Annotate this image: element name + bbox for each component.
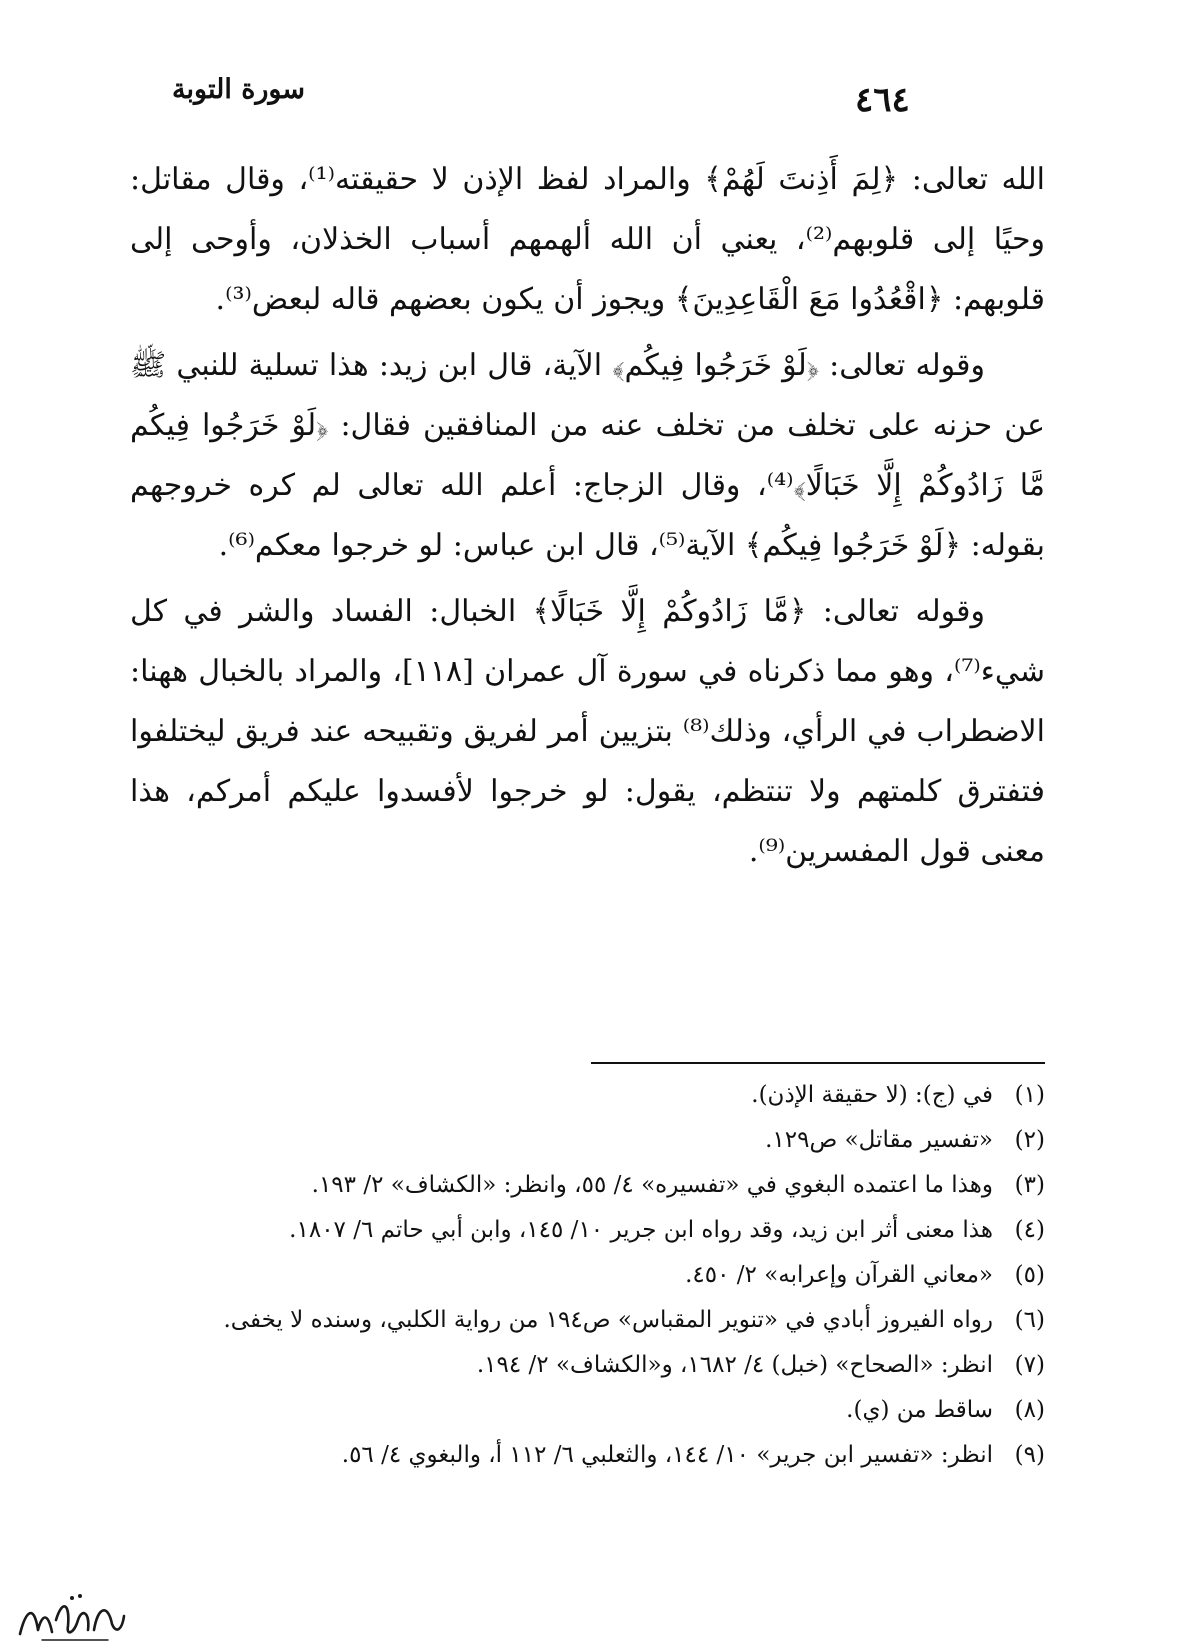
footnote-text: «تفسير مقاتل» ص١٢٩. (765, 1127, 993, 1153)
footnote-item (130, 1391, 1045, 1429)
calligraphy-logo-icon (12, 1590, 132, 1646)
footnote-number: (١) (1014, 1082, 1045, 1108)
footnote-item (130, 1121, 1045, 1159)
surah-title: سورة التوبة (172, 74, 305, 105)
footnote-number: (٥) (1014, 1262, 1045, 1288)
footnote-number: (٧) (1014, 1352, 1045, 1378)
footnote-text: في (ج): (لا حقيقة الإذن). (751, 1082, 993, 1108)
footnote-item (130, 1301, 1045, 1339)
footnote-number: (٩) (1014, 1442, 1045, 1468)
footnote-text: انظر: «الصحاح» (خبل) ٤/ ١٦٨٢، و«الكشاف» ٢/ ١٩٤. (476, 1352, 993, 1378)
footnote-divider (591, 1062, 1045, 1064)
footnote-text: انظر: «تفسير ابن جرير» ١٠/ ١٤٤، والثعلبي ٦/ ١١٢ أ، والبغوي ٤/ ٥٦. (341, 1442, 993, 1468)
footnote-number: (٤) (1014, 1217, 1045, 1243)
footnote-text: ساقط من (ي). (846, 1397, 993, 1423)
main-text (130, 150, 1045, 882)
paragraph-2: وقوله تعالى: ﴿لَوْ خَرَجُوا فِيكُم﴾ الآية، قال ابن زيد: هذا تسلية للنبي ﷺ عن حزنه على تخلف من تخلف عنه من المنافقين فقال: ﴿لَوْ خَرَجُوا فِيكُم مَّا زَادُوكُمْ إِلَّا خَبَالًا﴾⁽⁴⁾، وقال الزجاج: أعلم الله تعالى لم كره خروجهم بقوله: ﴿لَوْ خَرَجُوا فِيكُم﴾ الآية⁽⁵⁾، قال ابن عباس: لو خرجوا معكم⁽⁶⁾. (130, 348, 1045, 563)
page-number: ٤٦٤ (855, 80, 910, 120)
footnote-item (130, 1346, 1045, 1384)
footnotes (130, 1076, 1045, 1481)
footnote-item (130, 1211, 1045, 1249)
footnote-number: (٦) (1014, 1307, 1045, 1333)
footnote-item (130, 1256, 1045, 1294)
footnote-text: وهذا ما اعتمده البغوي في «تفسيره» ٤/ ٥٥، وانظر: «الكشاف» ٢/ ١٩٣. (311, 1172, 993, 1198)
footnote-number: (٣) (1014, 1172, 1045, 1198)
footnote-text: هذا معنى أثر ابن زيد، وقد رواه ابن جرير ١٠/ ١٤٥، وابن أبي حاتم ٦/ ١٨٠٧. (289, 1217, 993, 1243)
footnote-number: (٨) (1014, 1397, 1045, 1423)
footnote-number: (٢) (1014, 1127, 1045, 1153)
paragraph-1: الله تعالى: ﴿لِمَ أَذِنتَ لَهُمْ﴾ والمراد لفظ الإذن لا حقيقته⁽¹⁾، وقال مقاتل: وحيًا إلى قلوبهم⁽²⁾، يعني أن الله ألهمهم أسباب الخذلان، وأوحى إلى قلوبهم: ﴿اقْعُدُوا مَعَ الْقَاعِدِينَ﴾ ويجوز أن يكون بعضهم قاله لبعض⁽³⁾. (130, 162, 1046, 317)
footnote-item (130, 1166, 1045, 1204)
footnote-text: رواه الفيروز أبادي في «تنوير المقباس» ص١٩٤ من رواية الكلبي، وسنده لا يخفى. (223, 1307, 993, 1333)
footnote-item (130, 1436, 1045, 1474)
paragraph-3: وقوله تعالى: ﴿مَّا زَادُوكُمْ إِلَّا خَبَالًا﴾ الخبال: الفساد والشر في كل شيء⁽⁷⁾، وهو مما ذكرناه في سورة آل عمران [١١٨]، والمراد بالخبال ههنا: الاضطراب في الرأي، وذلك⁽⁸⁾ بتزيين أمر لفريق وتقبيحه عند فريق ليختلفوا فتفترق كلمتهم ولا تنتظم، يقول: لو خرجوا لأفسدوا عليكم أمركم، هذا معنى قول المفسرين⁽⁹⁾. (130, 594, 1045, 869)
footnote-item (130, 1076, 1045, 1114)
footnote-text: «معاني القرآن وإعرابه» ٢/ ٤٥٠. (685, 1262, 993, 1288)
